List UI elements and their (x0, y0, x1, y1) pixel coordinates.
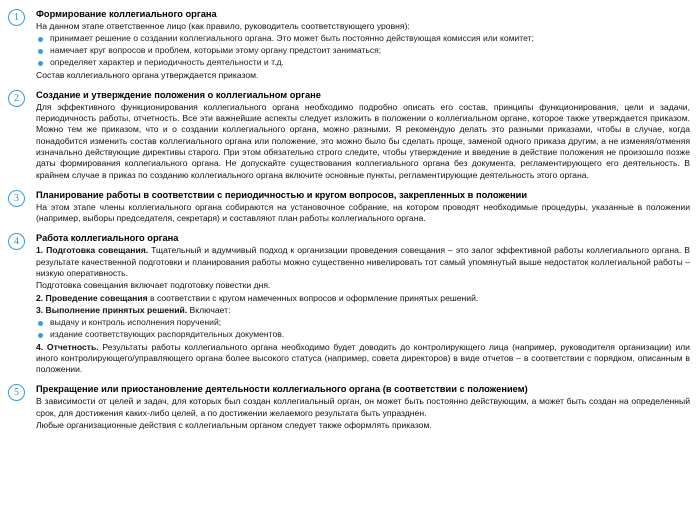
step-item (8, 383, 690, 432)
step-paragraph (36, 342, 690, 376)
step-title: Планирование работы в соответствии с периодичностью и кругом вопросов, закрепленных в положении (36, 189, 528, 200)
step-number-badge: 5 (8, 384, 25, 401)
step-title: Формирование коллегиального органа (36, 9, 217, 19)
step-paragraph: Любые организационные действия с коллегиальным органом следует также оформлять приказом. (36, 420, 432, 431)
step-paragraph: Для эффективного функционирования коллегиального органа необходимо подробно описать его состав, принципы функционирования, цели и задачи, периодичность работы, отчетность. Все эти важнейшие аспекты следует изложить в положении о коллегиальном органе, которое также утверждается приказом. Можно тем же приказом, что и о создании коллегиального органа, можно разными. Я рекомендую делать это разными приказами, чтобы в случае, когда понадобится изменить состав коллегиального органа или положение, это можно было бы сделать проще, заменой одного приказа другим, а не изменяя/отменяя изначально действующие директивы старого. При этом обязательно строго следите, чтобы утверждение и введение в действие положения не произошло позже даты формирования коллегиального органа. Не допускайте существования коллегиального органа без документа, регламентирующего его деятельность. В крайнем случае в приказ по созданию коллегиального органа включите основные пункты, регламентирующие деятельность этого органа. (36, 101, 690, 180)
paragraph-text: в соответствии с кругом намеченных вопросов и оформление принятых решений. (147, 292, 479, 303)
step-body (36, 383, 690, 432)
step-paragraph (36, 280, 690, 291)
step-item (8, 189, 690, 226)
paragraph-lead: 4. Отчетность. (36, 341, 99, 352)
list-item: определяет характер и периодичность деятельности и т.д. (36, 57, 690, 68)
step-number-column (8, 89, 36, 107)
step-intro: На данном этапе ответственное лицо (как правило, руководитель соответствующего уровня): (36, 21, 410, 31)
step-number-column (8, 383, 36, 401)
paragraph-text: Включает: (187, 304, 231, 315)
step-title: Прекращение или приостановление деятельности коллегиального органа (в соответствии с положением) (36, 384, 528, 395)
step-paragraph (36, 293, 690, 304)
step-number-column (8, 8, 36, 26)
step-title: Создание и утверждение положения о коллегиальном органе (36, 89, 321, 100)
step-paragraph (36, 305, 690, 316)
step-body (36, 232, 690, 376)
step-paragraph: В зависимости от целей и задач, для которых был создан коллегиальный орган, он может быть постоянно действующим, а может быть создан на определенный срок, для достижения каких-либо целей, а по достижении желаемого результата быть упразднен. (36, 396, 690, 418)
step-number-column (8, 232, 36, 250)
step-body (36, 189, 690, 226)
step-number-column (8, 189, 36, 207)
step-number-badge: 4 (8, 233, 25, 250)
step-item (8, 232, 690, 376)
step-outro: Состав коллегиального органа утверждается приказом. (36, 69, 259, 80)
paragraph-lead: 2. Проведение совещания (36, 292, 148, 303)
step-body (36, 8, 690, 82)
paragraph-text: Результаты работы коллегиального органа необходимо будет доводить до контролирующего лица (например, руководителя организации) или иного контролирующего/управляющего органа более высокого статуса (например, совета директоров) в виде отчетов – в соответствии с порядком, описанным в положении. (36, 341, 690, 375)
step-item (8, 89, 690, 182)
step-number-badge: 3 (8, 190, 25, 207)
step-number-badge: 2 (8, 90, 25, 107)
paragraph-text: Подготовка совещания включает подготовку повестки дня. (36, 280, 271, 291)
list-item: выдачу и контроль исполнения поручений; (36, 317, 690, 328)
step-paragraph: На этом этапе члены коллегиального органа собираются на установочное собрание, на котором проводят необходимые процедуры, указанные в положении (например, выборы председателя, секретаря) и составляют план работы коллегиального органа. (36, 201, 690, 224)
list-item: принимает решение о создании коллегиального органа. Это может быть постоянно действующая комиссия или комитет; (36, 33, 690, 44)
step-number-badge: 1 (8, 9, 25, 26)
list-item: издание соответствующих распорядительных документов. (36, 329, 690, 340)
step-body (36, 89, 690, 182)
step-bullet-list (36, 33, 690, 68)
step-title: Работа коллегиального органа (36, 233, 179, 244)
paragraph-text: Тщательный и вдумчивый подход к организации проведения совещания – это залог эффективной работы коллегиального органа. В результате качественной подготовки и планирования работы можно существенно нивелировать тот самый упомянутый выше недостаток коллегиальной работы – низкую оперативность. (36, 245, 690, 279)
paragraph-lead: 1. Подготовка совещания. (36, 245, 149, 256)
step-item (8, 8, 690, 82)
list-item: намечает круг вопросов и проблем, которыми этому органу предстоит заниматься; (36, 45, 690, 56)
step-paragraph (36, 245, 690, 279)
paragraph-lead: 3. Выполнение принятых решений. (36, 304, 188, 315)
step-bullet-list (36, 317, 690, 340)
